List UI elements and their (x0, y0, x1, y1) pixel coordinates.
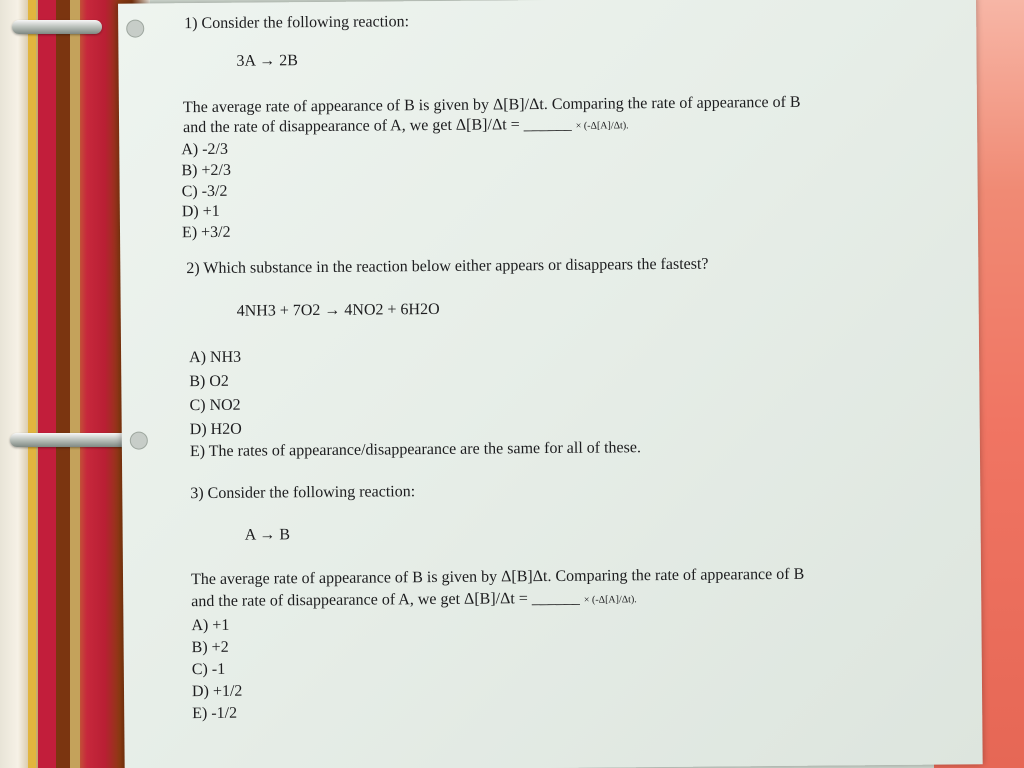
q1-prompt: 1) Consider the following reaction: (184, 13, 410, 33)
q3-stem-line-2 (191, 587, 637, 615)
q2-prompt: 2) Which substance in the reaction below either appears or disappears the fastest? (186, 255, 709, 278)
q3-prompt: 3) Consider the following reaction: (190, 483, 416, 503)
q3-reaction: A → B (244, 526, 291, 544)
q1-choice-b: B) +2/3 (181, 161, 232, 180)
binder-ring (10, 433, 135, 447)
q1-stem-line-2-suffix: × (-Δ[A]/Δt). (575, 120, 629, 132)
q2-choice-c: C) NO2 (189, 396, 241, 415)
q1-choice-a: A) -2/3 (181, 140, 229, 159)
q1-stem-line-1: The average rate of appearance of B is given by Δ[B]/Δt. Comparing the rate of appearance of B (182, 93, 801, 117)
q1-stem-line-2-prefix: and the rate of disappearance of A, we get Δ[B]/Δt = ______ (183, 115, 572, 137)
q1-choice-c: C) -3/2 (181, 182, 228, 201)
binder-stripe (56, 0, 70, 768)
q1-choice-e: E) +3/2 (181, 223, 231, 242)
q3-stem-line-2-prefix: and the rate of disappearance of A, we get Δ[B]/Δt = ______ (191, 589, 580, 611)
q1-reaction: 3A → 2B (236, 52, 298, 70)
q3-stem-line-1: The average rate of appearance of B is given by Δ[B]Δt. Comparing the rate of appearance of B (190, 565, 805, 589)
q3-choice-d: D) +1/2 (191, 682, 243, 701)
worksheet-page (118, 0, 983, 768)
q3-choice-b: B) +2 (191, 638, 229, 657)
binder-stripe (70, 0, 80, 768)
punch-hole (126, 20, 144, 38)
binder-stripe (28, 0, 36, 768)
q3-stem-line-2-suffix: × (-Δ[A]/Δt). (583, 594, 637, 606)
q1-choice-d: D) +1 (181, 202, 220, 221)
q1-stem-line-2 (183, 113, 629, 141)
q2-choice-e: E) The rates of appearance/disappearance are the same for all of these. (189, 439, 642, 461)
q3-choice-c: C) -1 (191, 660, 226, 679)
binder-ring (12, 20, 102, 34)
q2-choice-d: D) H2O (189, 420, 242, 439)
q2-choice-a: A) NH3 (189, 348, 242, 367)
q3-choice-e: E) -1/2 (192, 704, 238, 723)
q3-choice-a: A) +1 (191, 616, 230, 635)
binder-stripe (38, 0, 56, 768)
q2-reaction: 4NH3 + 7O2 → 4NO2 + 6H2O (236, 300, 440, 320)
q2-choice-b: B) O2 (189, 372, 229, 391)
punch-hole (130, 432, 148, 450)
